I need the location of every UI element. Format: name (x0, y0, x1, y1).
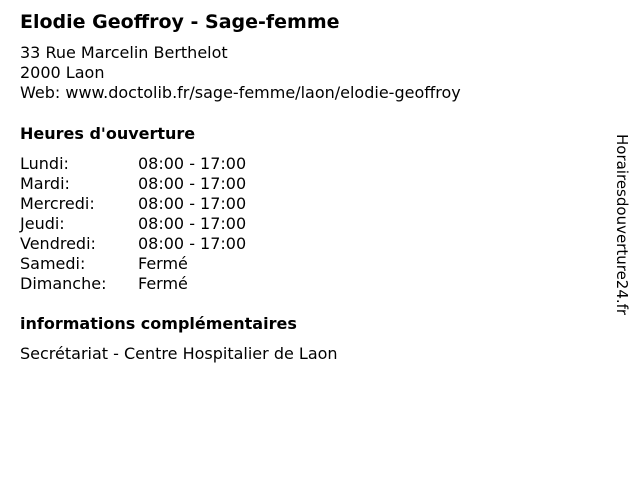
address-block (20, 43, 461, 103)
day-label: Mardi: (20, 174, 70, 193)
info-text: Secrétariat - Centre Hospitalier de Laon (20, 344, 338, 363)
hours-row-wednesday (20, 194, 246, 214)
hours-row-sunday (20, 274, 246, 294)
address-web: Web: www.doctolib.fr/sage-femme/laon/elodie-geoffroy (20, 83, 461, 102)
hours-row-monday (20, 154, 246, 174)
watermark-text: Horairesdouverture24.fr (613, 134, 631, 316)
time-value: 08:00 - 17:00 (138, 234, 247, 253)
day-label: Samedi: (20, 254, 86, 273)
page-title: Elodie Geoffroy - Sage-femme (20, 11, 340, 33)
hours-row-saturday (20, 254, 246, 274)
time-value: 08:00 - 17:00 (138, 174, 247, 193)
day-label: Mercredi: (20, 194, 95, 213)
hours-row-thursday (20, 214, 246, 234)
address-city: 2000 Laon (20, 63, 105, 82)
info-heading: informations complémentaires (20, 314, 297, 333)
day-label: Jeudi: (20, 214, 65, 233)
time-value: 08:00 - 17:00 (138, 214, 247, 233)
hours-heading: Heures d'ouverture (20, 124, 196, 143)
day-label: Lundi: (20, 154, 69, 173)
hours-row-tuesday (20, 174, 246, 194)
day-label: Dimanche: (20, 274, 107, 293)
time-value: 08:00 - 17:00 (138, 154, 247, 173)
time-value: Fermé (138, 274, 188, 293)
day-label: Vendredi: (20, 234, 96, 253)
time-value: Fermé (138, 254, 188, 273)
address-street: 33 Rue Marcelin Berthelot (20, 43, 228, 62)
hours-row-friday (20, 234, 246, 254)
opening-hours-table (20, 154, 246, 294)
time-value: 08:00 - 17:00 (138, 194, 247, 213)
site-watermark (612, 134, 634, 346)
